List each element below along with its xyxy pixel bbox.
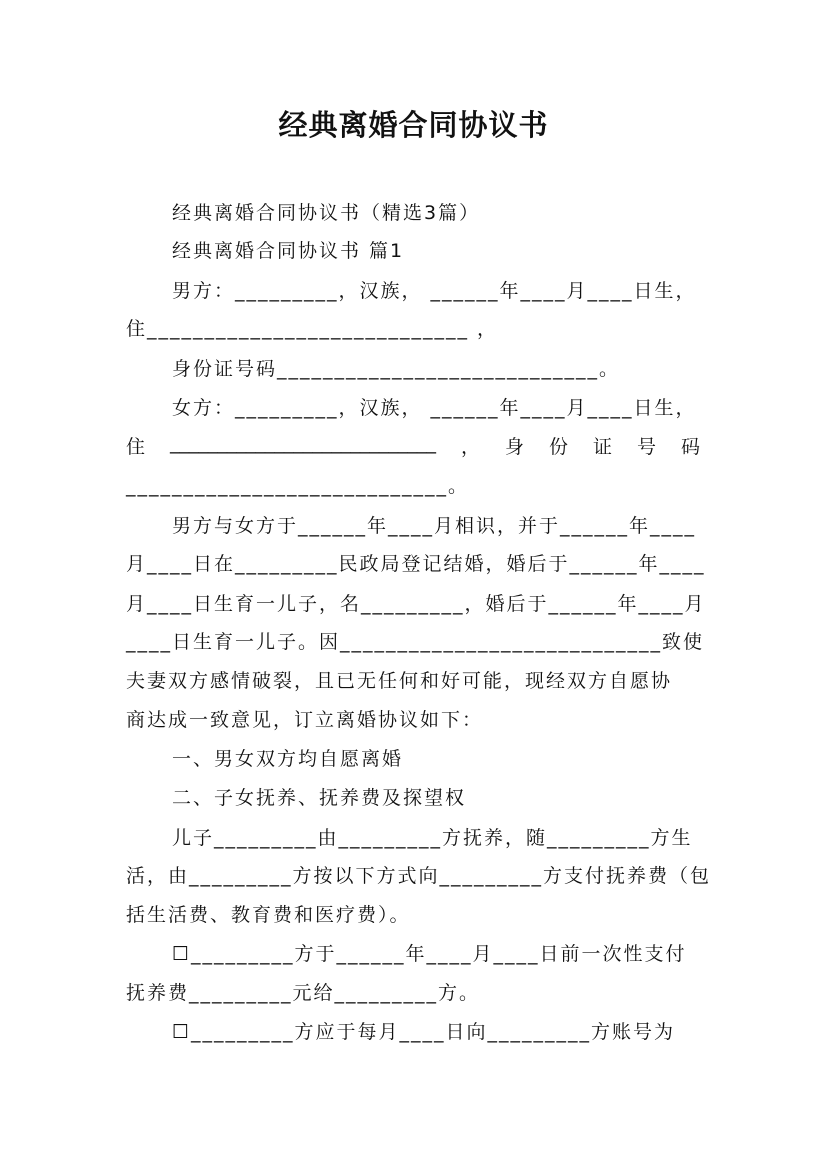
section-heading: 经典离婚合同协议书 篇1 <box>172 240 405 262</box>
paragraph-line: 商达成一致意见，订立离婚协议如下： <box>126 709 484 731</box>
paragraph-line: 抚养费_________元给_________方。 <box>126 982 481 1004</box>
subtitle-line: 经典离婚合同协议书（精选3篇） <box>172 202 481 224</box>
paragraph-line: 夫妻双方感情破裂，且已无任何和好可能，现经双方自愿协 <box>126 670 673 692</box>
clause-heading: 一、男女双方均自愿离婚 <box>172 748 404 770</box>
text-segment: 住 <box>126 436 146 458</box>
paragraph-line: ____日生育一儿子。因____________________________致使 <box>126 631 705 653</box>
paragraph-line: 括生活费、教育费和医疗费）。 <box>126 904 411 926</box>
paragraph-line: 月____日在_________民政局登记结婚，婚后于______年____ <box>126 553 706 575</box>
checkbox-option-line: ☐_________方应于每月____日向_________方账号为 <box>172 1021 676 1043</box>
female-party-line: 女方：_________，汉族， ______年____月____日生， <box>172 397 697 419</box>
male-party-line: 男方：_________，汉族， ______年____月____日生， <box>172 280 697 302</box>
text-segment: 证 <box>592 436 612 458</box>
text-segment: 身 <box>504 436 524 458</box>
checkbox-option-line: ☐_________方于______年____月____日前一次性支付 <box>172 943 687 965</box>
female-address-line <box>126 432 700 459</box>
female-id-line: ____________________________。 <box>126 475 470 497</box>
text-segment: 码 <box>680 436 700 458</box>
text-segment: ， <box>460 436 480 458</box>
paragraph-line: 月____日生育一儿子，名_________，婚后于______年____月 <box>126 593 706 615</box>
text-segment: 号 <box>636 436 656 458</box>
blank-segment: ____________________________ <box>170 432 436 454</box>
clause-heading: 二、子女抚养、抚养费及探望权 <box>172 787 467 809</box>
male-id-line: 身份证号码____________________________。 <box>172 358 621 380</box>
paragraph-line: 男方与女方于______年____月相识，并于______年____ <box>172 515 697 537</box>
paragraph-line: 儿子_________由_________方抚养，随_________方生 <box>172 827 693 849</box>
paragraph-line: 活，由_________方按以下方式向_________方支付抚养费（包 <box>126 865 712 887</box>
document-title: 经典离婚合同协议书 <box>278 108 549 142</box>
male-address-line: 住____________________________ ， <box>126 318 499 340</box>
text-segment: 份 <box>548 436 568 458</box>
